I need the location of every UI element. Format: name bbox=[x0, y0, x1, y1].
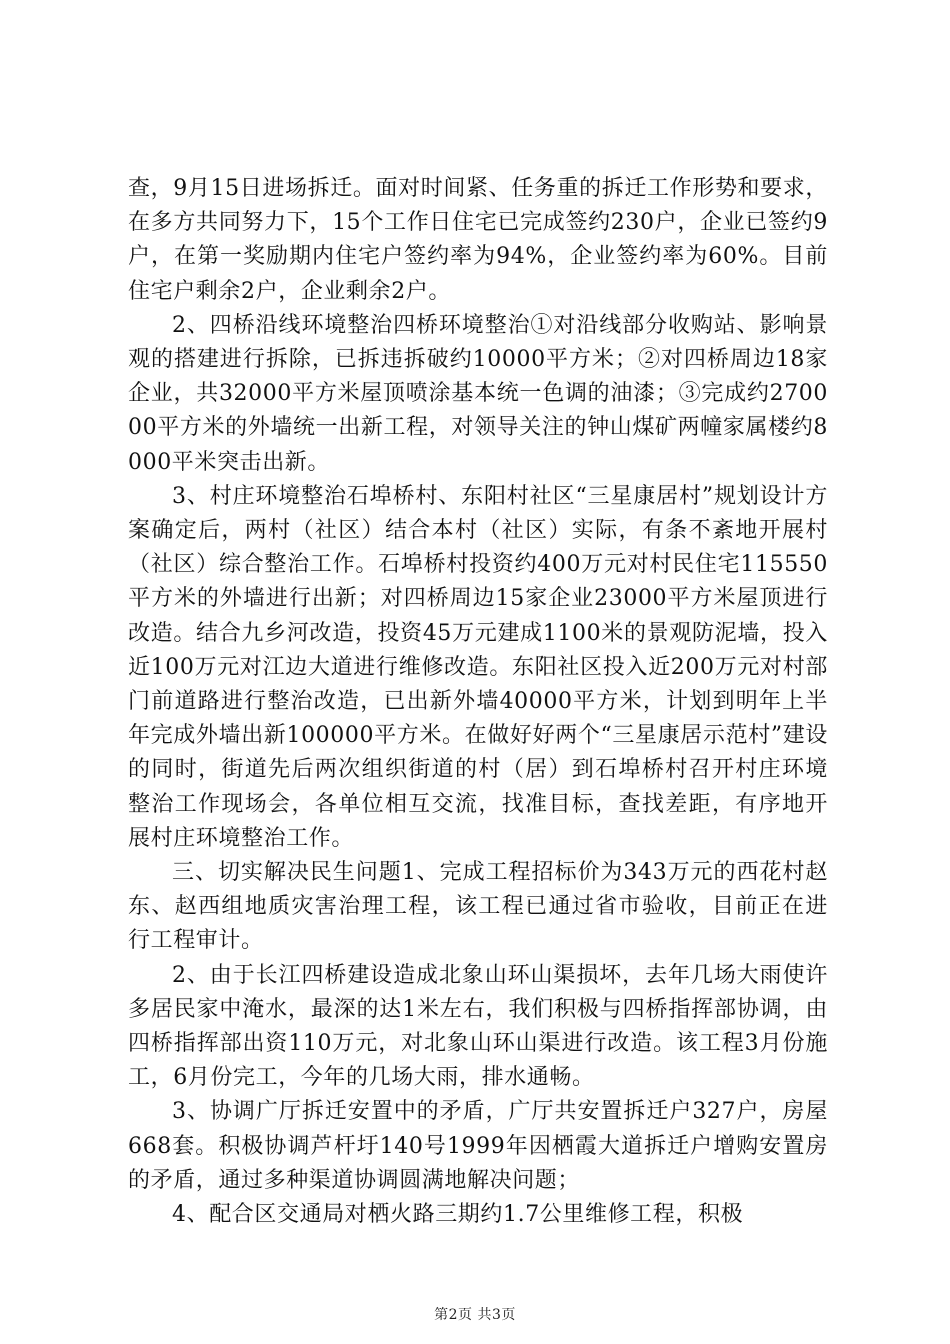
paragraph-4: 三、切实解决民生问题1、完成工程招标价为343万元的西花村赵东、赵西组地质灾害治理工程，该工程已通过省市验收，目前正在进行工程审计。 bbox=[128, 860, 828, 954]
paragraph-5: 2、由于长江四桥建设造成北象山环山渠损坏，去年几场大雨使许多居民家中淹水，最深的达1米左右，我们积极与四桥指挥部协调，由四桥指挥部出资110万元，对北象山环山渠进行改造。该工程3月份施工，6月份完工，今年的几场大雨，排水通畅。 bbox=[128, 962, 828, 1091]
paragraph-7: 4、配合区交通局对栖火路三期约1.7公里维修工程，积极 bbox=[172, 1202, 744, 1228]
document-body bbox=[128, 172, 828, 1232]
paragraph-3: 3、村庄环境整治石埠桥村、东阳村社区“三星康居村”规划设计方案确定后，两村（社区）结合本村（社区）实际，有条不紊地开展村（社区）综合整治工作。石埠桥村投资约400万元对村民住宅115550平方米的外墙进行出新；对四桥周边15家企业23000平方米屋顶进行改造。结合九乡河改造，投资45万元建成1100米的景观防泥墙，投入近100万元对江边大道进行维修改造。东阳社区投入近200万元对村部门前道路进行整治改造，已出新外墙40000平方米，计划到明年上半年完成外墙出新100000平方米。在做好好两个“三星康居示范村”建设的同时，街道先后两次组织街道的村（居）到石埠桥村召开村庄环境整治工作现场会，各单位相互交流，找准目标，查找差距，有序地开展村庄环境整治工作。 bbox=[128, 483, 828, 851]
page-footer: 第2页 共3页 bbox=[434, 1307, 516, 1323]
paragraph-6: 3、协调广厅拆迁安置中的矛盾，广厅共安置拆迁户327户，房屋668套。积极协调芦杆圩140号1999年因栖霞大道拆迁户增购安置房的矛盾，通过多种渠道协调圆满地解决问题； bbox=[128, 1099, 828, 1193]
paragraph-2: 2、四桥沿线环境整治四桥环境整治①对沿线部分收购站、影响景观的搭建进行拆除，已拆违拆破约10000平方米；②对四桥周边18家企业，共32000平方米屋顶喷涂基本统一色调的油漆；③完成约270000平方米的外墙统一出新工程，对领导关注的钟山煤矿两幢家属楼约8000平米突击出新。 bbox=[128, 312, 828, 475]
paragraph-1: 查，9月15日进场拆迁。面对时间紧、任务重的拆迁工作形势和要求，在多方共同努力下，15个工作日住宅已完成签约230户，企业已签约9户，在第一奖励期内住宅户签约率为94%，企业签约率为60%。目前住宅户剩余2户，企业剩余2户。 bbox=[128, 176, 828, 304]
